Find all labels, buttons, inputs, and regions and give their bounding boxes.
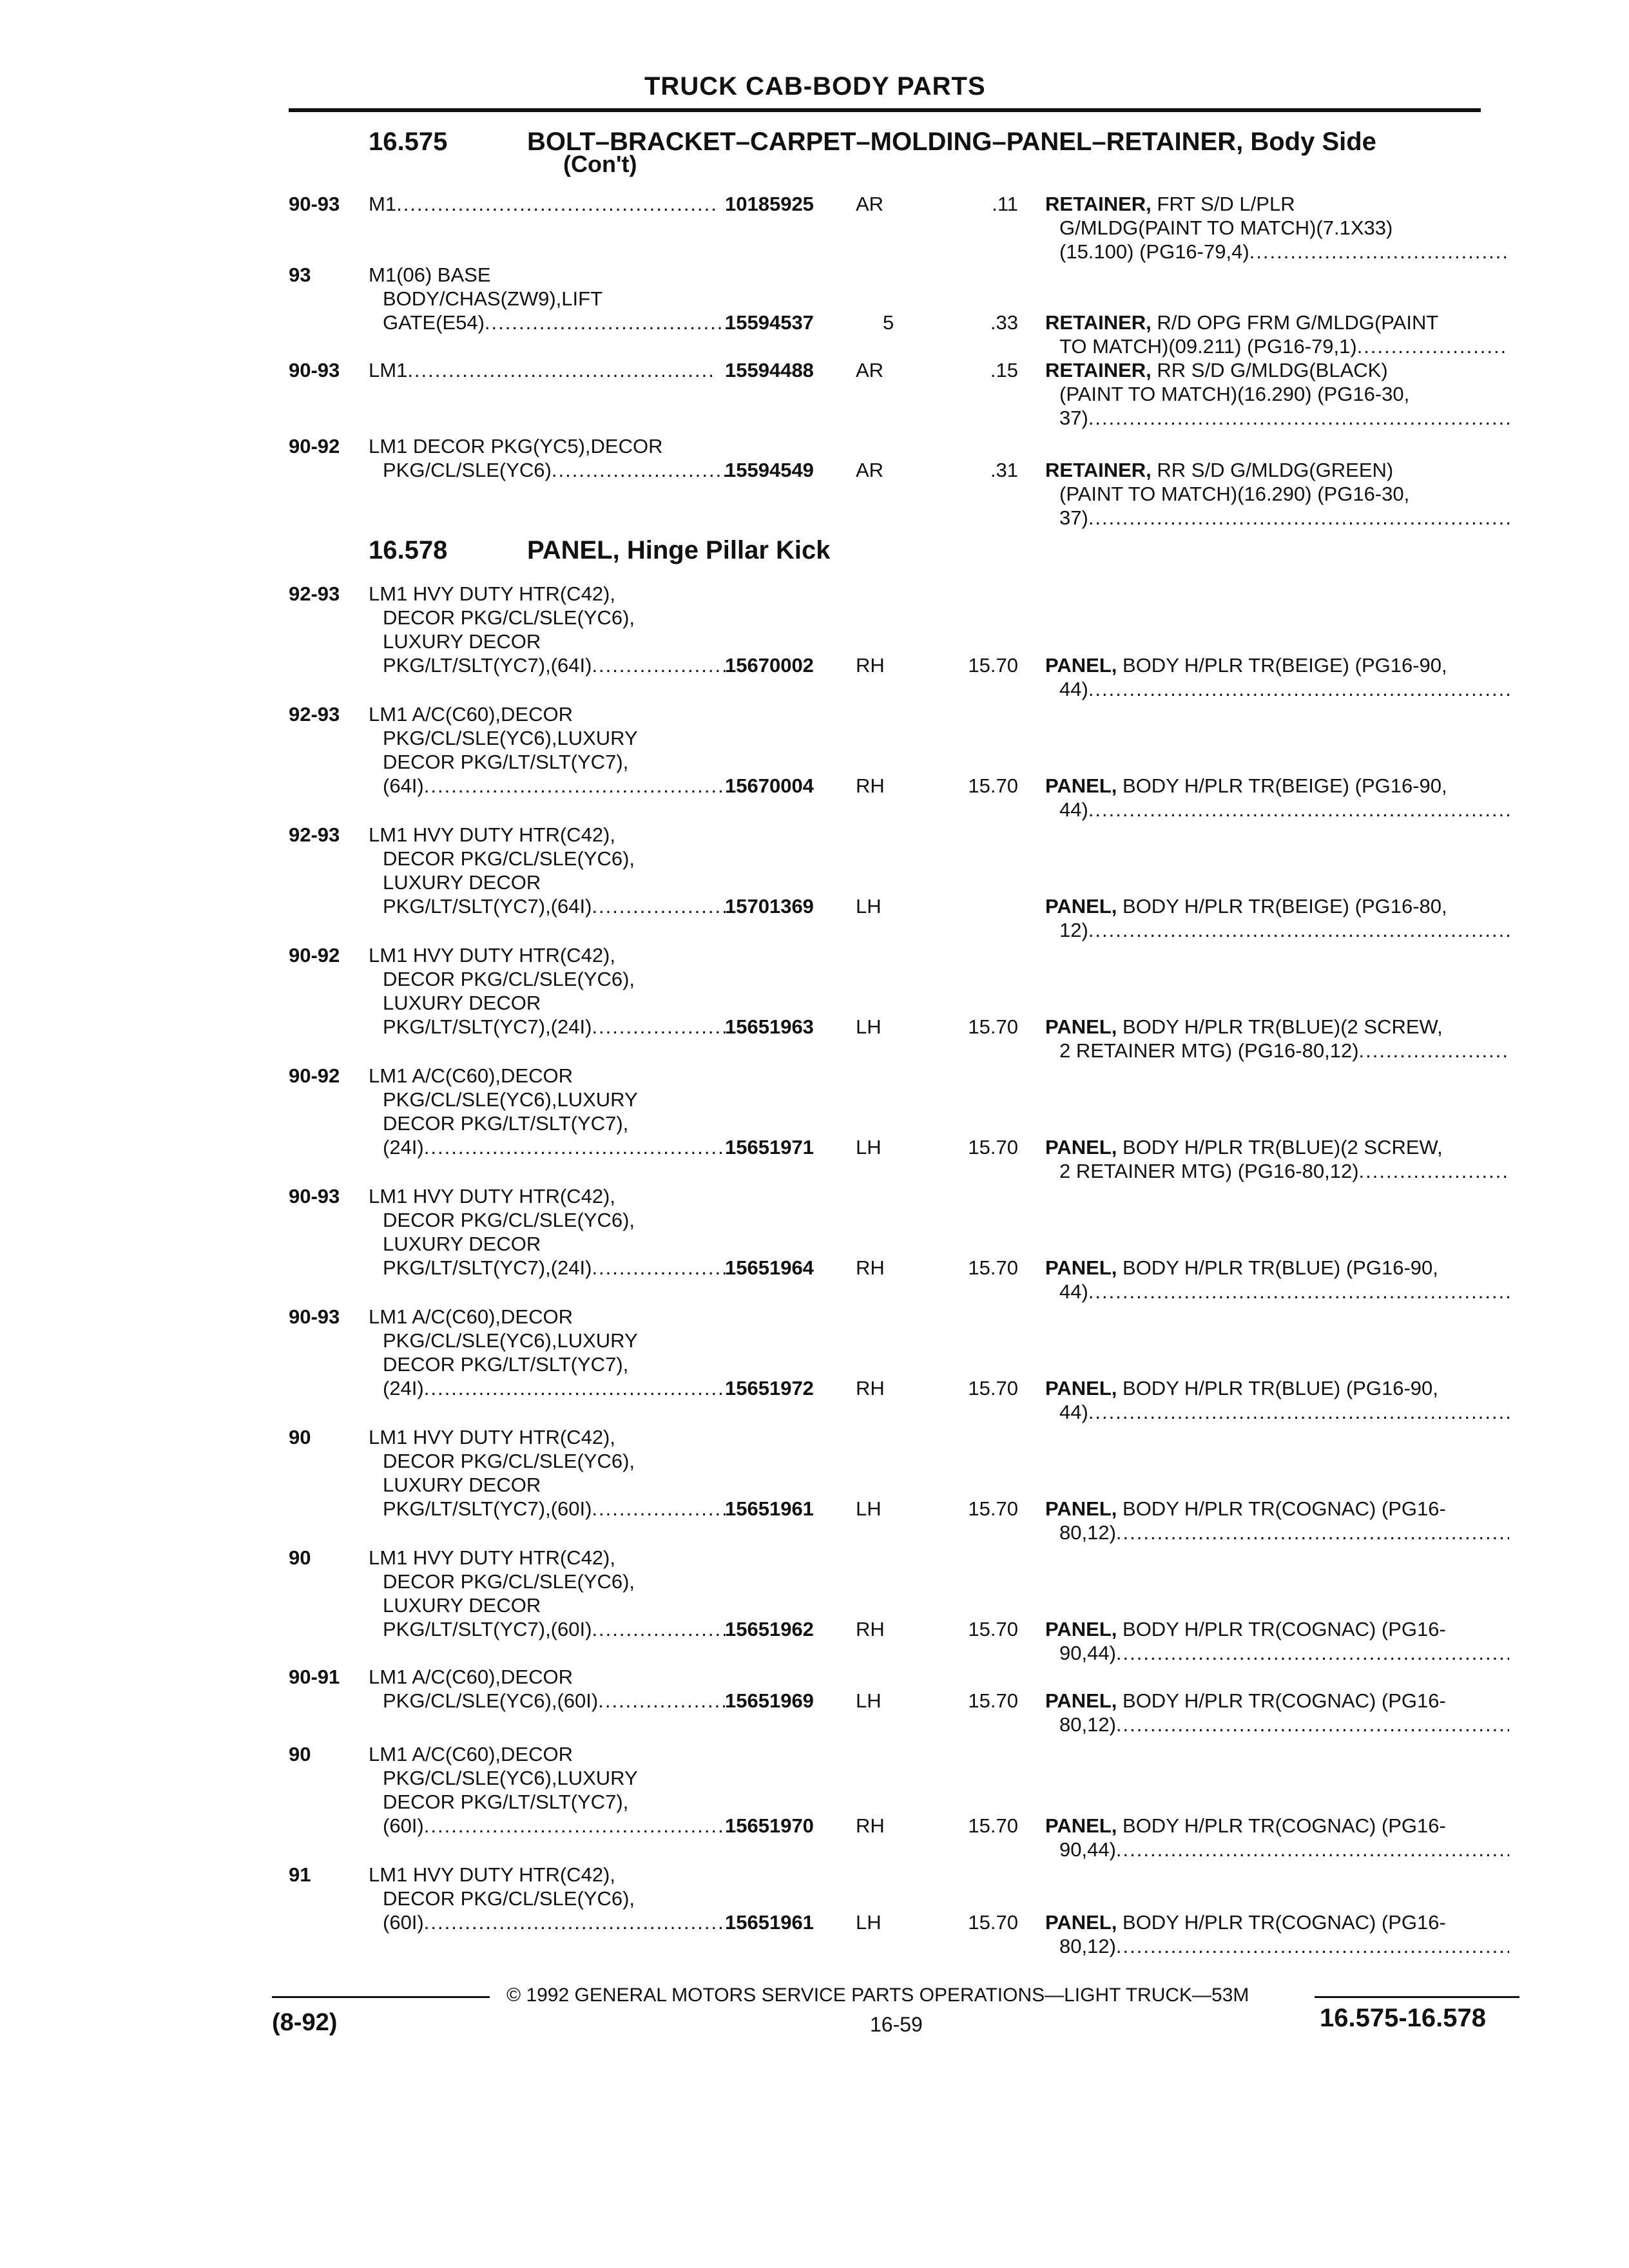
description-line: LM1 HVY DUTY HTR(C42), [369, 1426, 615, 1448]
part-reference [1045, 1814, 1509, 1861]
quantity-side: RH [856, 1377, 885, 1399]
description-line: DECOR PKG/CL/SLE(YC6), [383, 968, 635, 990]
header-rule [289, 108, 1481, 112]
part-reference [1045, 894, 1509, 942]
description-line [369, 1135, 731, 1159]
part-reference [1045, 1617, 1509, 1665]
model-year: 92-93 [289, 703, 340, 726]
description-text: (60I) [383, 1911, 424, 1934]
reference-text: RR S/D G/MLDG(GREEN) [1157, 459, 1394, 481]
price: 15.70 [968, 1814, 1018, 1837]
usage-description [369, 1742, 717, 1838]
description-text: GATE(E54) [383, 311, 485, 334]
reference-line [1045, 1934, 1509, 1958]
dot-leader [598, 1689, 731, 1713]
model-year: 90-93 [289, 1305, 340, 1328]
part-reference [1045, 1689, 1509, 1736]
reference-line [1045, 1039, 1509, 1062]
description-line [369, 358, 717, 382]
dot-leader [1249, 240, 1509, 264]
description-line: DECOR PKG/LT/SLT(YC7), [383, 1112, 629, 1135]
dot-leader [485, 311, 731, 334]
dot-leader [424, 1814, 731, 1838]
model-year: 90 [289, 1426, 311, 1448]
page-header-title: TRUCK CAB-BODY PARTS [644, 72, 986, 101]
description-line: PKG/CL/SLE(YC6),LUXURY [383, 1329, 638, 1352]
usage-description [369, 1064, 717, 1159]
description-line: LM1 A/C(C60),DECOR [369, 1305, 573, 1328]
reference-text: (15.100) (PG16-79,4) [1059, 240, 1249, 263]
reference-line [1045, 1641, 1509, 1665]
part-number: 15651971 [725, 1136, 814, 1158]
reference-line [1045, 311, 1509, 334]
description-line: DECOR PKG/CL/SLE(YC6), [383, 1570, 635, 1593]
section-number: 16.575 [369, 128, 448, 156]
part-reference [1045, 192, 1509, 264]
model-year: 90-93 [289, 193, 340, 215]
part-number: 15594549 [725, 459, 814, 481]
reference-keyword: PANEL, [1045, 1618, 1117, 1640]
description-line: LM1 HVY DUTY HTR(C42), [369, 823, 615, 846]
description-text: (64I) [383, 774, 424, 797]
part-reference [1045, 1015, 1509, 1062]
part-number: 15651964 [725, 1256, 814, 1279]
reference-line [1045, 774, 1509, 798]
dot-leader [592, 653, 731, 677]
model-year: 92-93 [289, 823, 340, 846]
description-line [369, 1689, 731, 1713]
usage-description [369, 943, 717, 1039]
reference-text: 44) [1059, 798, 1088, 821]
dot-leader [1116, 1838, 1509, 1861]
price: 15.70 [968, 1497, 1018, 1520]
part-number: 15701369 [725, 895, 814, 918]
description-line: M1(06) BASE [369, 264, 491, 286]
quantity-side: LH [856, 1136, 882, 1158]
part-number: 15594488 [725, 359, 814, 381]
part-number: 15651962 [725, 1618, 814, 1640]
reference-keyword: RETAINER, [1045, 193, 1152, 215]
quantity-side: LH [856, 1911, 882, 1934]
reference-line [1045, 1910, 1509, 1934]
reference-text: 90,44) [1059, 1642, 1116, 1664]
dot-leader [407, 358, 717, 382]
part-reference [1045, 1135, 1509, 1183]
dot-leader [1359, 1159, 1509, 1183]
dot-leader [1088, 918, 1509, 942]
description-line [369, 192, 717, 216]
reference-keyword: PANEL, [1045, 1015, 1117, 1038]
price: 15.70 [968, 774, 1018, 797]
part-reference [1045, 358, 1509, 430]
usage-description [369, 1305, 717, 1400]
part-number: 15651969 [725, 1689, 814, 1712]
dot-leader [1116, 1713, 1509, 1736]
reference-line [1045, 1135, 1509, 1159]
description-line: LM1 HVY DUTY HTR(C42), [369, 1863, 615, 1886]
model-year: 90 [289, 1743, 311, 1765]
reference-line [1045, 1280, 1509, 1303]
description-text: PKG/LT/SLT(YC7),(64I) [383, 654, 592, 677]
description-text: PKG/LT/SLT(YC7),(64I) [383, 895, 592, 918]
dot-leader [1088, 1280, 1509, 1303]
part-number: 15670004 [725, 774, 814, 797]
price: 15.70 [968, 1689, 1018, 1712]
description-line: DECOR PKG/CL/SLE(YC6), [383, 606, 635, 629]
part-reference [1045, 774, 1509, 822]
description-line [369, 1256, 731, 1280]
usage-description [369, 702, 717, 798]
footer-copyright: © 1992 GENERAL MOTORS SERVICE PARTS OPERATIONS—LIGHT TRUCK—53M [506, 1984, 1249, 2006]
usage-description [369, 263, 717, 334]
description-text: PKG/CL/SLE(YC6),(60I) [383, 1689, 599, 1712]
description-line: LUXURY DECOR [383, 1474, 541, 1496]
dot-leader [592, 894, 731, 918]
part-reference [1045, 653, 1509, 701]
description-line [369, 894, 731, 918]
description-line: DECOR PKG/LT/SLT(YC7), [383, 751, 629, 773]
reference-text: BODY H/PLR TR(COGNAC) (PG16- [1123, 1497, 1446, 1520]
reference-text: G/MLDG(PAINT TO MATCH)(7.1X33) [1059, 216, 1393, 239]
quantity-side: AR [856, 193, 884, 215]
reference-text: 2 RETAINER MTG) (PG16-80,12) [1059, 1160, 1359, 1182]
footer-page-number: 16-59 [870, 2013, 923, 2036]
dot-leader [592, 1617, 731, 1641]
quantity-side: RH [856, 774, 885, 797]
reference-line [1045, 458, 1509, 482]
model-year: 90-93 [289, 1185, 340, 1207]
quantity-side: LH [856, 1689, 882, 1712]
reference-line [1045, 1689, 1509, 1713]
description-line [369, 1814, 731, 1838]
reference-keyword: PANEL, [1045, 1136, 1117, 1158]
description-line: DECOR PKG/CL/SLE(YC6), [383, 1450, 635, 1472]
description-line: LM1 HVY DUTY HTR(C42), [369, 582, 615, 605]
reference-text: BODY H/PLR TR(BEIGE) (PG16-90, [1123, 774, 1447, 797]
section-title [527, 128, 1376, 157]
description-line: PKG/CL/SLE(YC6),LUXURY [383, 727, 638, 749]
part-number: 10185925 [725, 193, 814, 215]
reference-line [1045, 653, 1509, 677]
reference-line [1045, 1838, 1509, 1861]
quantity-side: RH [856, 1256, 885, 1279]
description-text: PKG/CL/SLE(YC6) [383, 459, 552, 481]
reference-text: BODY H/PLR TR(COGNAC) (PG16- [1123, 1814, 1446, 1837]
description-line [369, 653, 731, 677]
price: 15.70 [968, 1015, 1018, 1038]
reference-line [1045, 1521, 1509, 1544]
reference-text: 44) [1059, 1401, 1088, 1423]
reference-text: BODY H/PLR TR(BLUE)(2 SCREW, [1123, 1136, 1443, 1158]
reference-line [1045, 358, 1509, 382]
quantity-side: AR [856, 359, 884, 381]
description-line: DECOR PKG/CL/SLE(YC6), [383, 1887, 635, 1910]
reference-line [1045, 240, 1509, 264]
dot-leader [552, 458, 731, 482]
description-line: BODY/CHAS(ZW9),LIFT [383, 287, 603, 310]
dot-leader [1088, 798, 1509, 822]
reference-line [1045, 1159, 1509, 1183]
part-number: 15651961 [725, 1497, 814, 1520]
price: 15.70 [968, 1618, 1018, 1640]
price: 15.70 [968, 1377, 1018, 1399]
description-text: (24I) [383, 1377, 424, 1399]
reference-line [1045, 1497, 1509, 1521]
reference-text: BODY H/PLR TR(BLUE) (PG16-90, [1123, 1377, 1438, 1399]
reference-keyword: PANEL, [1045, 895, 1117, 918]
dot-leader [424, 1376, 731, 1400]
model-year: 92-93 [289, 582, 340, 605]
dot-leader [424, 1910, 731, 1934]
reference-keyword: PANEL, [1045, 1689, 1117, 1712]
model-year: 93 [289, 264, 311, 286]
model-year: 90-92 [289, 944, 340, 966]
quantity-side: AR [856, 459, 884, 481]
description-text: PKG/LT/SLT(YC7),(24I) [383, 1015, 592, 1038]
description-line: LM1 HVY DUTY HTR(C42), [369, 944, 615, 966]
reference-text: FRT S/D L/PLR [1157, 193, 1295, 215]
dot-leader [396, 192, 717, 216]
description-line [369, 1617, 731, 1641]
reference-text: R/D OPG FRM G/MLDG(PAINT [1157, 311, 1439, 334]
description-line [369, 311, 731, 334]
description-line [369, 1910, 731, 1934]
reference-text: BODY H/PLR TR(BEIGE) (PG16-80, [1123, 895, 1447, 918]
usage-description [369, 1863, 717, 1934]
price: 15.70 [968, 1136, 1018, 1158]
dot-leader [1359, 1039, 1509, 1062]
reference-line [1045, 482, 1509, 506]
part-number: 15651970 [725, 1814, 814, 1837]
footer-rule-left [272, 1996, 490, 1998]
reference-keyword: PANEL, [1045, 1814, 1117, 1837]
reference-line [1045, 677, 1509, 701]
description-line: LM1 DECOR PKG(YC5),DECOR [369, 435, 663, 457]
part-reference [1045, 1256, 1509, 1303]
price: 15.70 [968, 1911, 1018, 1934]
description-line: PKG/CL/SLE(YC6),LUXURY [383, 1767, 638, 1789]
reference-keyword: PANEL, [1045, 774, 1117, 797]
dot-leader [1088, 677, 1509, 701]
dot-leader [1088, 506, 1509, 530]
usage-description [369, 582, 717, 677]
reference-text: 80,12) [1059, 1521, 1116, 1544]
description-text: LM1 [369, 359, 408, 381]
description-line: LM1 HVY DUTY HTR(C42), [369, 1185, 615, 1207]
reference-line [1045, 1015, 1509, 1039]
quantity-side: RH [856, 654, 885, 677]
dot-leader [1357, 334, 1509, 358]
reference-text: BODY H/PLR TR(COGNAC) (PG16- [1123, 1618, 1446, 1640]
part-reference [1045, 1376, 1509, 1424]
dot-leader [1116, 1641, 1509, 1665]
footer-section-range: 16.575-16.578 [1320, 2004, 1487, 2032]
quantity-side: LH [856, 1015, 882, 1038]
dot-leader [424, 1135, 731, 1159]
description-line: LUXURY DECOR [383, 871, 541, 894]
description-line: LUXURY DECOR [383, 630, 541, 653]
reference-text: RR S/D G/MLDG(BLACK) [1157, 359, 1388, 381]
description-line: DECOR PKG/LT/SLT(YC7), [383, 1353, 629, 1376]
usage-description [369, 192, 717, 216]
usage-description [369, 1546, 717, 1641]
part-number: 15651963 [725, 1015, 814, 1038]
description-line: LUXURY DECOR [383, 1594, 541, 1617]
reference-line [1045, 216, 1509, 240]
reference-keyword: RETAINER, [1045, 359, 1152, 381]
model-year: 90-92 [289, 435, 340, 457]
description-line: DECOR PKG/CL/SLE(YC6), [383, 1209, 635, 1231]
part-number: 15594537 [725, 311, 814, 334]
reference-text: BODY H/PLR TR(BLUE)(2 SCREW, [1123, 1015, 1443, 1038]
section-title: PANEL, Hinge Pillar Kick [527, 536, 831, 564]
reference-text: TO MATCH)(09.211) (PG16-79,1) [1059, 335, 1357, 358]
quantity-side: 5 [883, 311, 894, 334]
reference-line [1045, 1400, 1509, 1424]
footer-date: (8-92) [272, 2009, 338, 2036]
description-line [369, 458, 731, 482]
reference-line [1045, 406, 1509, 430]
reference-text: 80,12) [1059, 1713, 1116, 1736]
price: .11 [992, 193, 1018, 215]
dot-leader [592, 1256, 731, 1280]
reference-line [1045, 1376, 1509, 1400]
model-year: 90-91 [289, 1666, 340, 1688]
description-text: (24I) [383, 1136, 424, 1158]
reference-line [1045, 506, 1509, 530]
part-number: 15651961 [725, 1911, 814, 1934]
part-number: 15651972 [725, 1377, 814, 1399]
usage-description [369, 1184, 717, 1280]
description-text: PKG/LT/SLT(YC7),(24I) [383, 1256, 592, 1279]
description-text: PKG/LT/SLT(YC7),(60I) [383, 1497, 592, 1520]
reference-text: BODY H/PLR TR(COGNAC) (PG16- [1123, 1911, 1446, 1934]
reference-line [1045, 1617, 1509, 1641]
description-line [369, 1376, 731, 1400]
description-line [369, 1497, 731, 1521]
section-cont-label: (Con't) [563, 151, 637, 177]
reference-line [1045, 798, 1509, 822]
model-year: 90-93 [289, 359, 340, 381]
description-line [369, 774, 731, 798]
description-line: LM1 A/C(C60),DECOR [369, 1743, 573, 1765]
usage-description [369, 823, 717, 918]
part-number: 15670002 [725, 654, 814, 677]
part-reference [1045, 1497, 1509, 1544]
dot-leader [1116, 1934, 1509, 1958]
usage-description [369, 358, 717, 382]
description-text: PKG/LT/SLT(YC7),(60I) [383, 1618, 592, 1640]
reference-text: BODY H/PLR TR(BEIGE) (PG16-90, [1123, 654, 1447, 677]
reference-keyword: RETAINER, [1045, 459, 1152, 481]
quantity-side: LH [856, 895, 882, 918]
reference-line [1045, 918, 1509, 942]
reference-keyword: PANEL, [1045, 1911, 1117, 1934]
description-line: LM1 HVY DUTY HTR(C42), [369, 1546, 615, 1569]
section-title-main: BOLT–BRACKET–CARPET–MOLDING–PANEL–RETAINER, [527, 128, 1244, 156]
dot-leader [1116, 1521, 1509, 1544]
description-line: LM1 A/C(C60),DECOR [369, 1064, 573, 1087]
reference-keyword: PANEL, [1045, 654, 1117, 677]
model-year: 91 [289, 1863, 311, 1886]
section-title-sub: Body Side [1250, 128, 1376, 156]
reference-text: (PAINT TO MATCH)(16.290) (PG16-30, [1059, 383, 1410, 405]
reference-line [1045, 192, 1509, 216]
reference-text: 2 RETAINER MTG) (PG16-80,12) [1059, 1039, 1359, 1062]
description-line: LUXURY DECOR [383, 992, 541, 1014]
reference-text: (PAINT TO MATCH)(16.290) (PG16-30, [1059, 483, 1410, 505]
reference-text: 44) [1059, 1280, 1088, 1303]
section-number: 16.578 [369, 536, 448, 564]
part-reference [1045, 311, 1509, 358]
reference-keyword: RETAINER, [1045, 311, 1152, 334]
reference-text: 90,44) [1059, 1838, 1116, 1861]
price: 15.70 [968, 654, 1018, 677]
part-reference [1045, 1910, 1509, 1958]
price: .33 [990, 311, 1018, 334]
price: 15.70 [968, 1256, 1018, 1279]
price: .31 [990, 459, 1018, 481]
reference-keyword: PANEL, [1045, 1497, 1117, 1520]
dot-leader [1088, 1400, 1509, 1424]
usage-description [369, 1665, 717, 1713]
description-line: LM1 A/C(C60),DECOR [369, 1666, 573, 1688]
description-line: DECOR PKG/CL/SLE(YC6), [383, 847, 635, 870]
quantity-side: RH [856, 1618, 885, 1640]
usage-description [369, 434, 717, 482]
reference-text: 80,12) [1059, 1935, 1116, 1957]
reference-line [1045, 334, 1509, 358]
quantity-side: LH [856, 1497, 882, 1520]
reference-text: 37) [1059, 506, 1088, 529]
reference-line [1045, 382, 1509, 406]
dot-leader [592, 1015, 731, 1039]
model-year: 90-92 [289, 1064, 340, 1087]
reference-text: 37) [1059, 407, 1088, 429]
description-line: LUXURY DECOR [383, 1233, 541, 1255]
dot-leader [424, 774, 731, 798]
reference-keyword: PANEL, [1045, 1377, 1117, 1399]
footer-rule-right [1315, 1996, 1519, 1998]
reference-line [1045, 1814, 1509, 1838]
reference-line [1045, 1256, 1509, 1280]
usage-description [369, 1425, 717, 1521]
description-line: DECOR PKG/LT/SLT(YC7), [383, 1791, 629, 1813]
reference-text: BODY H/PLR TR(BLUE) (PG16-90, [1123, 1256, 1438, 1279]
reference-keyword: PANEL, [1045, 1256, 1117, 1279]
description-text: M1 [369, 193, 397, 215]
dot-leader [1088, 406, 1509, 430]
description-line: PKG/CL/SLE(YC6),LUXURY [383, 1088, 638, 1111]
reference-text: BODY H/PLR TR(COGNAC) (PG16- [1123, 1689, 1446, 1712]
dot-leader [592, 1497, 731, 1521]
description-line: LM1 A/C(C60),DECOR [369, 703, 573, 726]
reference-text: 12) [1059, 919, 1088, 941]
reference-line [1045, 1713, 1509, 1736]
reference-text: 44) [1059, 678, 1088, 700]
model-year: 90 [289, 1546, 311, 1569]
description-line [369, 1015, 731, 1039]
reference-line [1045, 894, 1509, 918]
part-reference [1045, 458, 1509, 530]
price: .15 [990, 359, 1018, 381]
description-text: (60I) [383, 1814, 424, 1837]
quantity-side: RH [856, 1814, 885, 1837]
